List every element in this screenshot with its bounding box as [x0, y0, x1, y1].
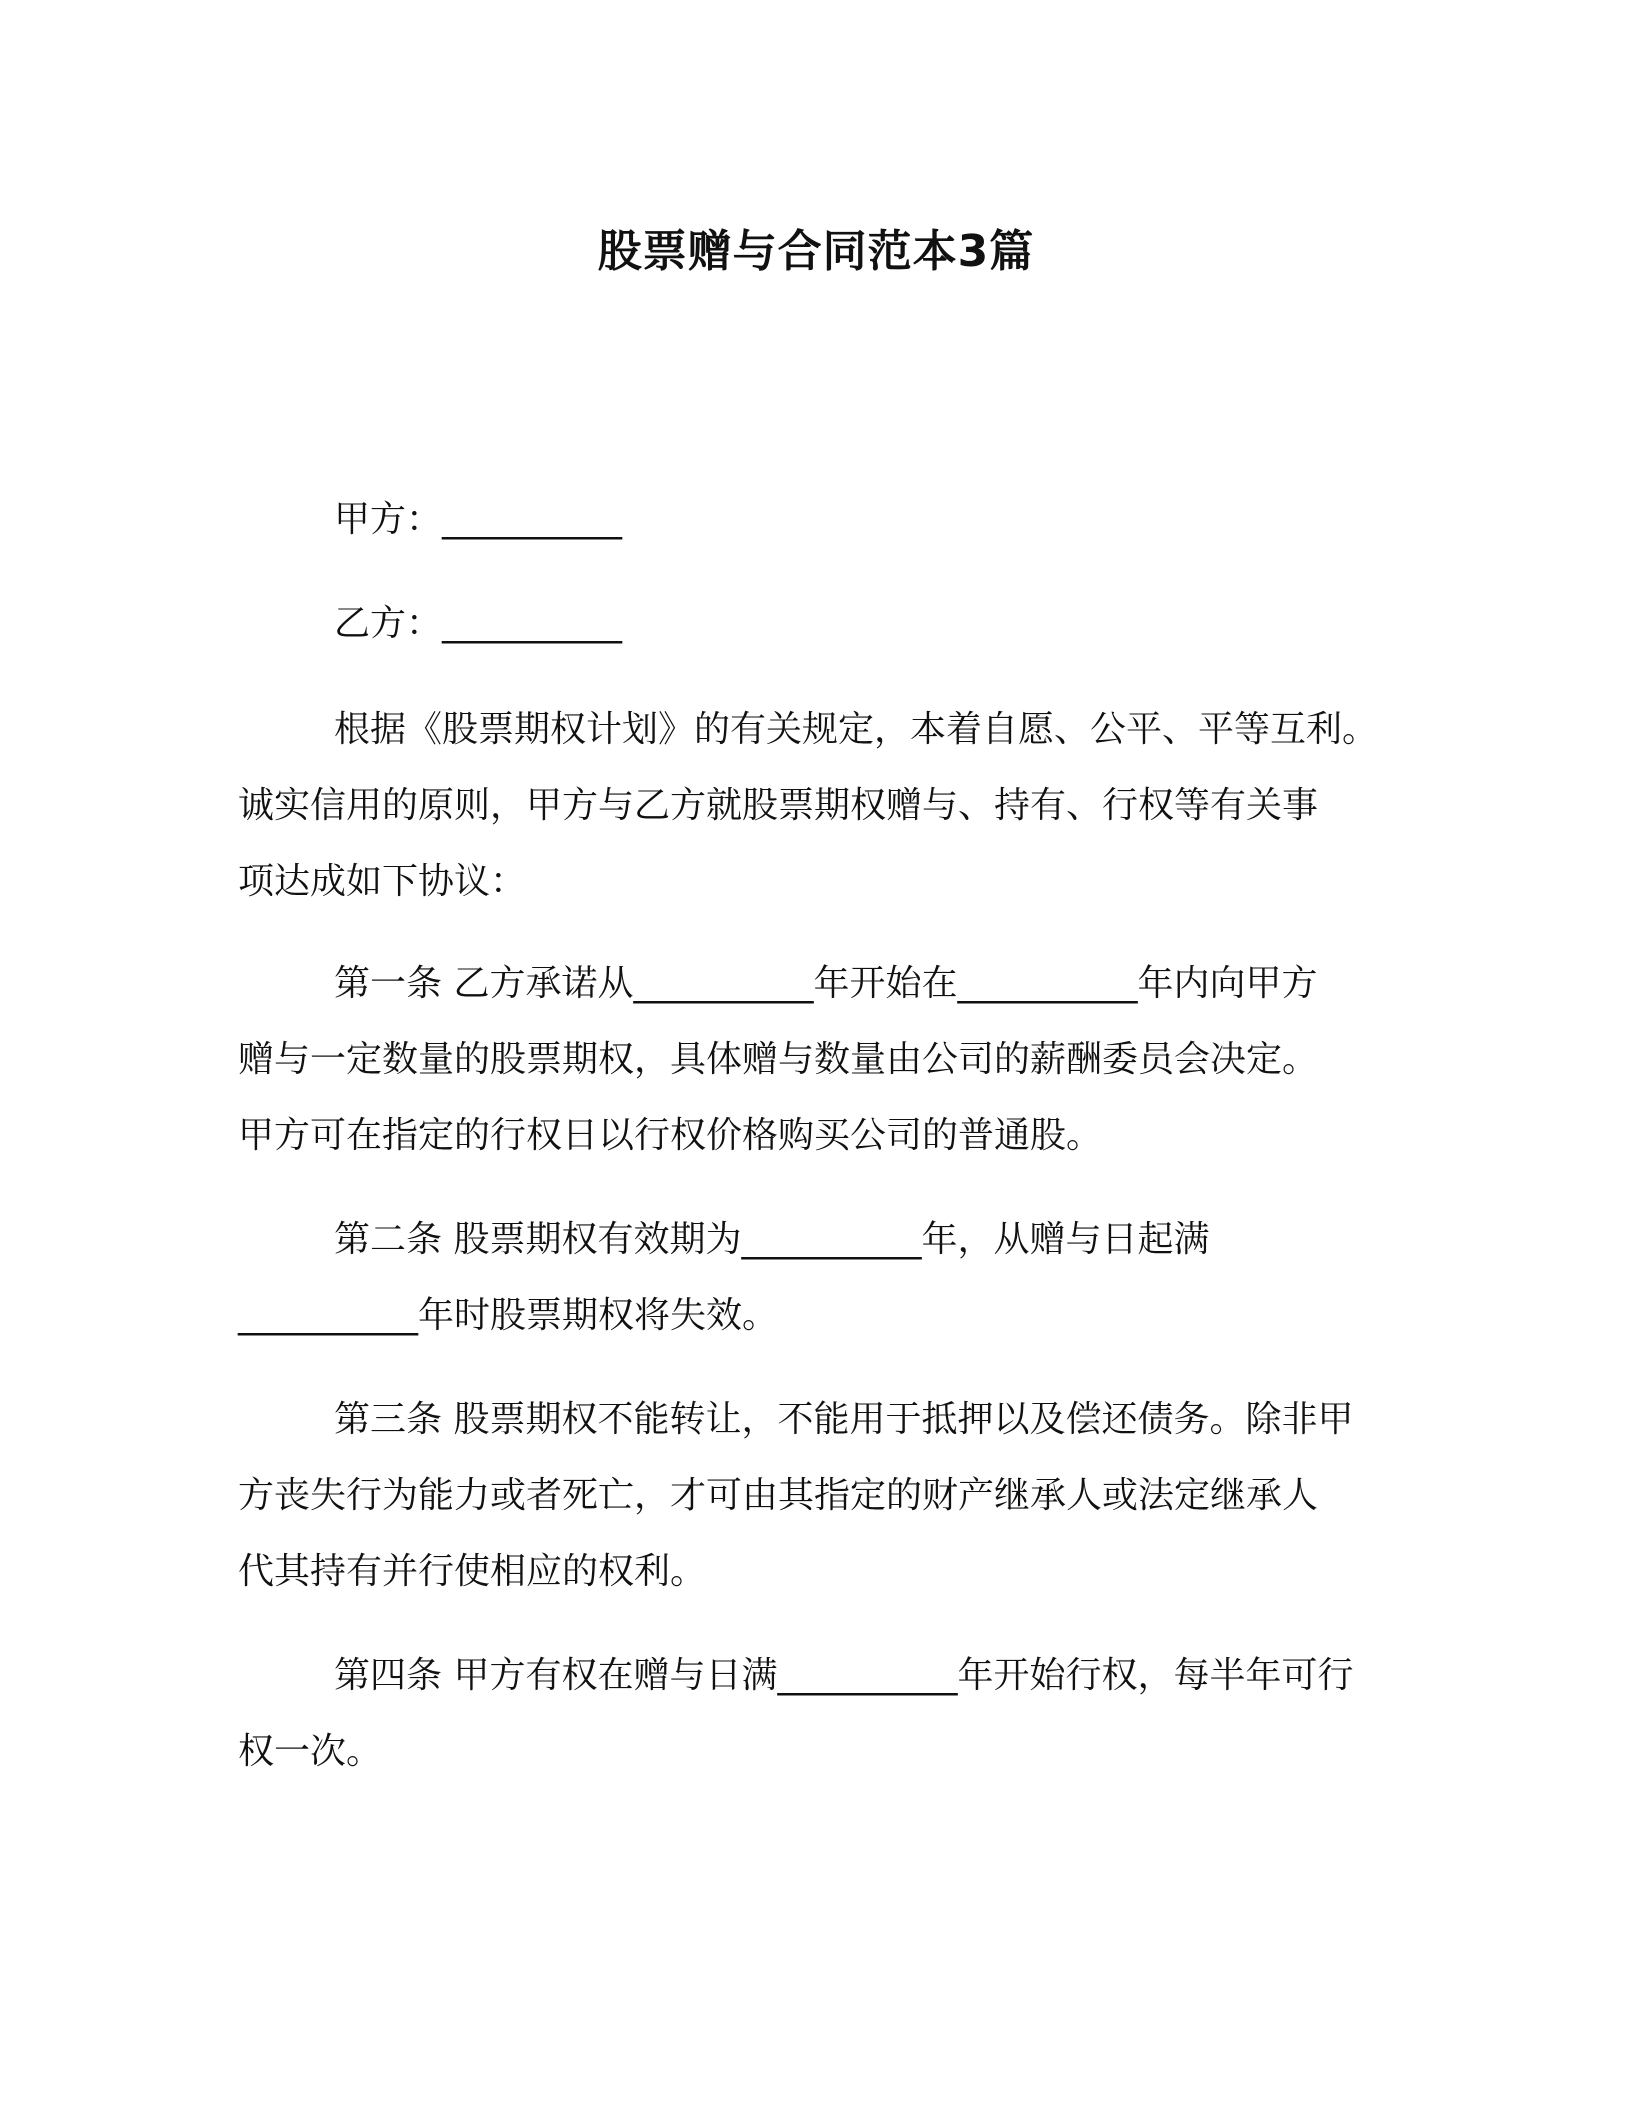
article2-line: __________年时股票期权将失效。 — [238, 1295, 779, 1336]
article4-line: 第四条 甲方有权在赠与日满__________年开始行权，每半年可行 — [334, 1655, 1354, 1696]
article3-line: 第三条 股票期权不能转让，不能用于抵押以及偿还债务。除非甲 — [334, 1399, 1354, 1440]
preamble-line: 项达成如下协议： — [238, 861, 527, 902]
article2-line: 第二条 股票期权有效期为__________年，从赠与日起满 — [334, 1219, 1210, 1260]
article1-line: 赠与一定数量的股票期权，具体赠与数量由公司的薪酬委员会决定。 — [238, 1039, 1319, 1080]
party-a-line: 甲方：__________ — [334, 499, 623, 540]
article1-line: 甲方可在指定的行权日以行权价格购买公司的普通股。 — [238, 1115, 1103, 1156]
preamble-line: 根据《股票期权计划》的有关规定，本着自愿、公平、平等互利。 — [334, 709, 1379, 750]
article4-line: 权一次。 — [238, 1731, 383, 1772]
article3-line: 代其持有并行使相应的权利。 — [238, 1551, 707, 1592]
article3-line: 方丧失行为能力或者死亡，才可由其指定的财产继承人或法定继承人 — [238, 1475, 1319, 1516]
party-b-line: 乙方：__________ — [334, 603, 623, 644]
article1-line: 第一条 乙方承诺从__________年开始在__________年内向甲方 — [334, 963, 1318, 1004]
document-title: 股票赠与合同范本3篇 — [597, 226, 1035, 277]
preamble-line: 诚实信用的原则，甲方与乙方就股票期权赠与、持有、行权等有关事 — [238, 785, 1319, 826]
